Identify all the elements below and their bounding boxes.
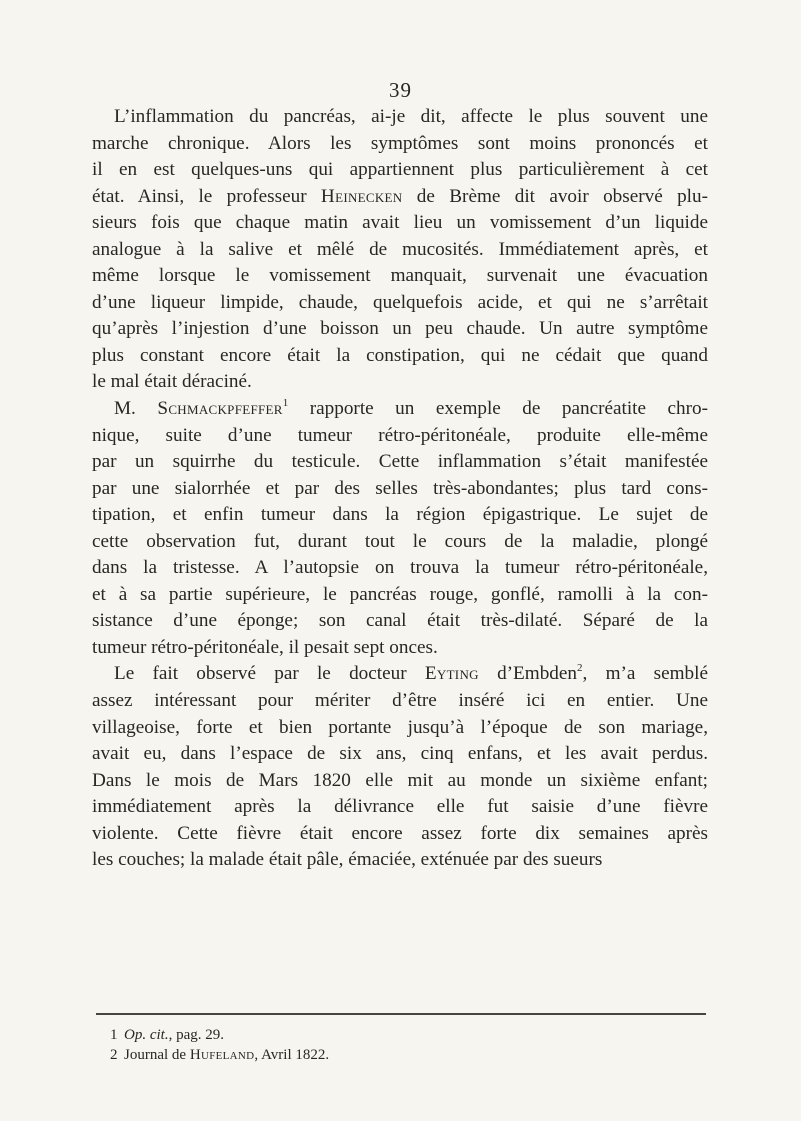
text-line [92,423,708,450]
text-run: sistance d’une éponge; son canal était très-dilaté. Séparé de la [92,610,708,632]
text-run: avait eu, dans l’espace de six ans, cinq enfans, et les avait perdus. [92,743,708,765]
text-line [92,635,708,662]
text-line [92,316,708,343]
text-line [92,104,708,131]
text-run: immédiatement après la délivrance elle fut saisie d’une fièvre [92,796,708,818]
text-run: de Brème dit avoir observé plu- [402,185,708,207]
author-name: Eyting [424,663,479,685]
text-line [92,661,708,688]
text-line [92,741,708,768]
text-run: Dans le mois de Mars 1820 elle mit au monde un sixième enfant; [92,769,708,791]
text-line [92,715,708,742]
text-line [92,555,708,582]
text-run: d’une liqueur limpide, chaude, quelquefois acide, et qui ne s’arrêtait [92,291,708,313]
text-line [92,237,708,264]
footnote-text: , Avril 1822. [254,1047,330,1063]
text-run: M. [114,398,158,420]
text-run: et à sa partie supérieure, le pancréas rouge, gonflé, ramolli à la con- [92,583,708,605]
footnote-number: 1 [110,1027,118,1043]
text-line [92,582,708,609]
text-run: même lorsque le vomissement manquait, survenait une évacuation [92,265,708,287]
text-line [92,794,708,821]
text-line [92,529,708,556]
text-run: assez intéressant pour mériter d’être inséré ici en entier. Une [92,690,708,712]
text-run: le mal était déraciné. [92,371,252,393]
text-run: L’inflammation du pancréas, ai-je dit, affecte le plus souvent une [114,106,708,127]
text-line [92,821,708,848]
text-line [92,608,708,635]
text-line [92,263,708,290]
text-run: tumeur rétro-péritonéale, il pesait sept onces. [92,636,438,658]
text-line [92,343,708,370]
body-text [92,104,708,874]
footnote-number: 2 [110,1047,118,1063]
text-line [92,768,708,795]
text-line [92,210,708,237]
text-run: par un squirrhe du testicule. Cette inflammation s’était manifestée [92,451,708,473]
author-name: Heinecken [320,185,403,207]
text-run: , m’a semblé [582,663,708,685]
text-run: d’Embden [478,663,578,685]
footnote-text: Journal de [124,1047,190,1063]
text-run: villageoise, forte et bien portante jusqu’à l’époque de son mariage, [92,716,708,738]
footnote-text: Op. cit. [124,1027,169,1043]
text-run: par une sialorrhée et par des selles très-abondantes; plus tard cons- [92,477,708,499]
text-line [92,131,708,158]
text-run: tipation, et enfin tumeur dans la région épigastrique. Le sujet de [92,504,708,526]
text-line [92,847,708,874]
footnote [110,1045,670,1065]
footnote-marker: 2 [577,662,583,675]
text-line [92,502,708,529]
text-run: qu’après l’injestion d’une boisson un peu chaude. Un autre symptôme [92,318,708,340]
text-line [92,369,708,396]
text-run: sieurs fois que chaque matin avait lieu un vomissement d’un liquide [92,212,708,234]
text-line [92,157,708,184]
text-run: état. Ainsi, le professeur [92,185,321,207]
footnote-marker: 1 [282,397,289,410]
text-run: les couches; la malade était pâle, émaciée, exténuée par des sueurs [92,849,603,871]
text-line [92,290,708,317]
author-name: Hufeland [189,1047,255,1063]
text-run: plus constant encore était la constipation, qui ne cédait que quand [92,344,708,366]
text-run: marche chronique. Alors les symptômes sont moins prononcés et [92,132,708,154]
text-run: cette observation fut, durant tout le cours de la maladie, plongé [92,530,708,552]
text-run: Le fait observé par le docteur [114,663,425,685]
footnote [110,1025,670,1045]
text-line [92,688,708,715]
text-line [92,396,708,423]
text-run: il en est quelques-uns qui appartiennent plus particulièrement à cet [92,159,708,181]
footnotes [110,1025,670,1065]
author-name: Schmackpfeffer [157,398,283,420]
text-run: violente. Cette fièvre était encore assez forte dix semaines après [92,822,708,844]
text-run: rapporte un exemple de pancréatite chro- [288,398,708,420]
text-line [92,449,708,476]
footnote-divider [96,1013,706,1015]
text-run: nique, suite d’une tumeur rétro-péritonéale, produite elle-même [92,424,708,446]
text-line [92,184,708,211]
text-run: dans la tristesse. A l’autopsie on trouva la tumeur rétro-péritonéale, [92,557,708,579]
text-run: analogue à la salive et mêlé de mucosités. Immédiatement après, et [92,238,708,260]
page-number: 39 [389,78,412,102]
footnote-text: , pag. 29. [168,1027,224,1043]
text-line [92,476,708,503]
